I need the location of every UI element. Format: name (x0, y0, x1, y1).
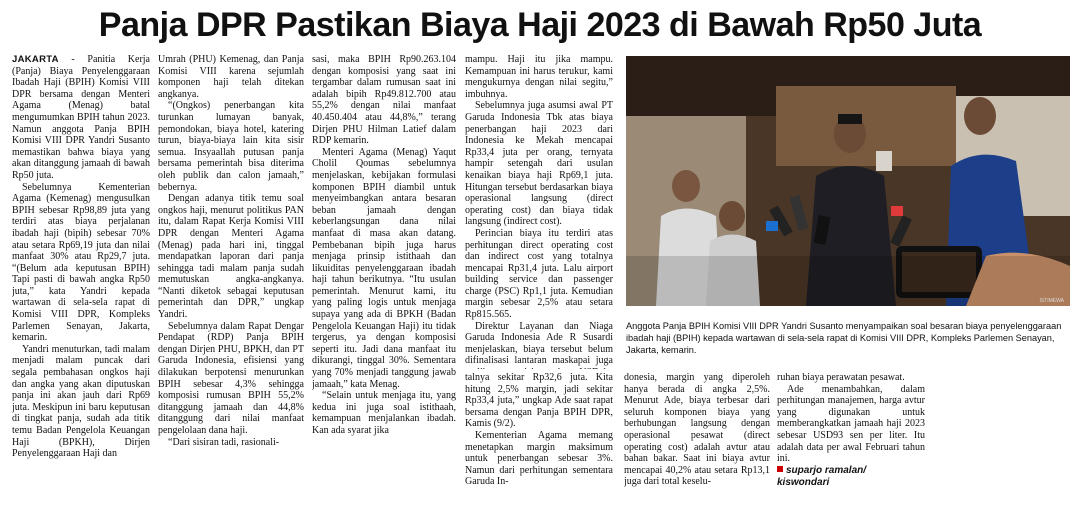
byline-authors-1: suparjo ramalan/ (786, 464, 867, 476)
paragraph: JAKARTA - Panitia Kerja (Panja) Biaya Penyelenggaraan Ibadah Haji (BPIH) Komisi VIII DPR bersama dengan Menteri Agama (Menag) batal mengumumkan BPIH tahun 2023. Namun anggota Panja BPIH Komisi VIII DPR Yandri Susanto memastikan bahwa biaya yang akan ditanggung jamaah di bawah Rp50 juta. (12, 54, 150, 181)
article-column-4 (465, 54, 613, 369)
article-column-3 (312, 54, 456, 506)
paragraph: Ade menambahkan, dalam perhitungan manajemen, harga avtur yang digunakan untuk memberangkatkan jamaah haji 2023 sebesar USD93 sen per liter. Itu adalah data per awal Februari tahun ini. (777, 383, 925, 465)
paragraph: Direktur Layanan dan Niaga Garuda Indonesia Ade R Susardi menjelaskan, biaya tersebut belum difinalisasi lantaran maskapai juga (465, 320, 613, 367)
paragraph: talnya sekitar Rp32,6 juta. Kita hitung 2,5% margin, jadi sekitar Rp33,4 juta,” ungkap Ade saat rapat bersama dengan Panja BPIH DPR, Kamis (9/2). (465, 372, 613, 430)
paragraph: Umrah (PHU) Kemenag, dan Panja Komisi VIII karena sejumlah komponen haji telah ditekan angkanya. (158, 54, 304, 100)
paragraph: sasi, maka BPIH Rp90.263.104 dengan komposisi yang saat ini tergambar dalam rumusan saat ini adalah bipih Rp49.812.700 atau 55,2% dengan nilai manfaat 40.450.404 atau 44,8%,” terang Dirjen PHU Hilman Latief dalam RDP kemarin. (312, 54, 456, 147)
article-column-7 (777, 372, 925, 504)
paragraph: Sebelumnya juga asumsi awal PT Garuda Indonesia Tbk atas biaya penerbangan haji 2023 dari Indonesia ke Mekah mencapai Rp33,4 juta per orang, ternyata hampir setengah dari usulan kenaikan biaya haji Rp69,1 juta. Hitungan tersebut berdasarkan biaya operasional langsung (direct operating cost) dan biaya tidak langsung (indirect cost). (465, 100, 613, 228)
paragraph: mampu. Haji itu jika mampu. Kemampuan ini harus terukur, kami mengukurnya dengan nilai segitu,” imbuhnya. (465, 54, 613, 100)
article-column-6 (624, 372, 770, 504)
headline: Panja DPR Pastikan Biaya Haji 2023 di Bawah Rp50 Juta (98, 6, 982, 44)
paragraph: Dengan adanya titik temu soal ongkos haji, menurut politikus PAN itu, dalam Rapat Kerja Komisi VIII DPR dengan Menteri Agama (Menag) pada hari ini, tinggal mendapatkan laporan dari panja sehingga tadi malam panja sudah memutuskan angka-angkanya. “Nanti diketok sebagai keputusan pemerintah dan DPR,” ungkap Yandri. (158, 193, 304, 321)
paragraph: Yandri menuturkan, tadi malam menjadi malam puncak dari segala pembahasan ongkos haji dan angka yang akan diputuskan panja ini akan jauh dari Rp69 juta. Meskipun ini baru keputusan di tingkat panja, sudah ada titik temu Badan Pengelola Keuangan Haji (BPKH), Dirjen Penyelenggaraan Haji dan (12, 343, 150, 460)
byline (777, 465, 925, 489)
paragraph: “(Ongkos) penerbangan kita turunkan lumayan banyak, pemondokan, biaya hotel, katering turun, biaya-biaya lain kita sisir semua. Insyaallah putusan panja bersama pemerintah bisa diterima oleh publik dan calon jamaah,” bebernya. (158, 100, 304, 193)
photo-caption: Anggota Panja BPIH Komisi VIII DPR Yandri Susanto menyampaikan soal besaran biaya penyelenggaraan ibadah haji (BPIH) kepada wartawan di sela-sela rapat di Komisi VIII DPR, Kompleks Parlemen Senayan, Jakarta, kemarin. (626, 321, 1062, 355)
article-column-5 (465, 372, 613, 504)
photo-credit: ISTIMEWA (1039, 298, 1064, 304)
byline-marker-icon (777, 466, 783, 472)
paragraph: Sebelumnya Kementerian Agama (Kemenag) mengusulkan BPIH sebesar Rp98,89 juta yang terdiri atas biaya perjalanan ibadah haji (bipih) sebesar 70% atau setara Rp69,19 juta dan nilai manfaat 30% atau Rp29,7 juta. “(Belum ada keputusan BPIH) Tapi pasti di bawah angka Rp50 juta,” kata Yandri kepada wartawan di sela-sela rapat di Komisi VIII DPR, Kompleks Parlemen Senayan, Jakarta, kemarin. (12, 181, 150, 344)
byline-authors-2: kiswondari (777, 476, 830, 488)
paragraph: Kementerian Agama memang menetapkan margin maksimum untuk penerbangan sebesar 3%. Namun dari perhitungan sementara Garuda In- (465, 429, 613, 488)
news-photo (626, 56, 1070, 306)
paragraph: “Dari sisiran tadi, rasionali- (168, 436, 280, 448)
article-column-1 (12, 54, 150, 506)
paragraph: Menteri Agama (Menag) Yaqut Cholil Qoumas sebelumnya menjelaskan, kebijakan formulasi komponen BPIH diambil untuk menyeimbangkan antara besaran beban jamaah dengan keberlangsungan dana nilai manfaat di masa akan datang. Pembebanan bipih juga harus menjaga prinsip istithaah dan likuiditas penyelenggaraan ibadah haji tahun berikutnya. “Itu usulan pemerintah. Menurut kami, itu yang paling logis untuk menjaga supaya yang ada di BPKH (Badan Pengelola Keuangan Haji) itu tidak tergerus, ya dengan komposisi seperti itu. Jadi dana manfaat itu dikurangi, tinggal 30%. Sementara yang 70% menjadi tanggung jawab jamaah,” kata Menag. (312, 146, 456, 390)
article-column-2 (158, 54, 304, 506)
paragraph: “Selain untuk menjaga itu, yang kedua ini juga soal istithaah, kemampuan menjalankan ibadah. Kan ada syarat jika (312, 390, 456, 436)
paragraph: donesia, margin yang diperoleh hanya berada di angka 2,5%. Menurut Ade, biaya terbesar dari seluruh komponen biaya yang berhubungan langsung dengan operasional pesawat (direct operating cost) adalah avtur atau bahan bakar. Saat ini biaya avtur mencapai 40,2% atau setara Rp13,1 juga dari total keselu- (624, 372, 770, 488)
dateline: JAKARTA (12, 54, 59, 65)
paragraph: Sebelumnya dalam Rapat Dengar Pendapat (RDP) Panja BPIH dengan Dirjen PHU, BPKH, dan PT Garuda Indonesia, efisiensi yang dilakukan berpotensi menurunkan BPIH sebesar 4,3% sehingga komposisi rumusan BPIH 55,2% ditanggung jamaah dan 44,8% ditanggung dari nilai manfaat pengelolaan dana haji. (158, 320, 304, 436)
photo-illustration (626, 56, 1070, 306)
paragraph: ruhan biaya perawatan pesawat. (777, 372, 905, 383)
paragraph: Perincian biaya itu terdiri atas perhitungan direct operating cost dan indirect cost yang totalnya mencapai Rp31,4 juta. Lalu airport building service dan passenger charge (PSC) Rp1,1 juta. Kemudian margin sebesar 2,5% atau setara Rp815.565. (465, 227, 613, 321)
